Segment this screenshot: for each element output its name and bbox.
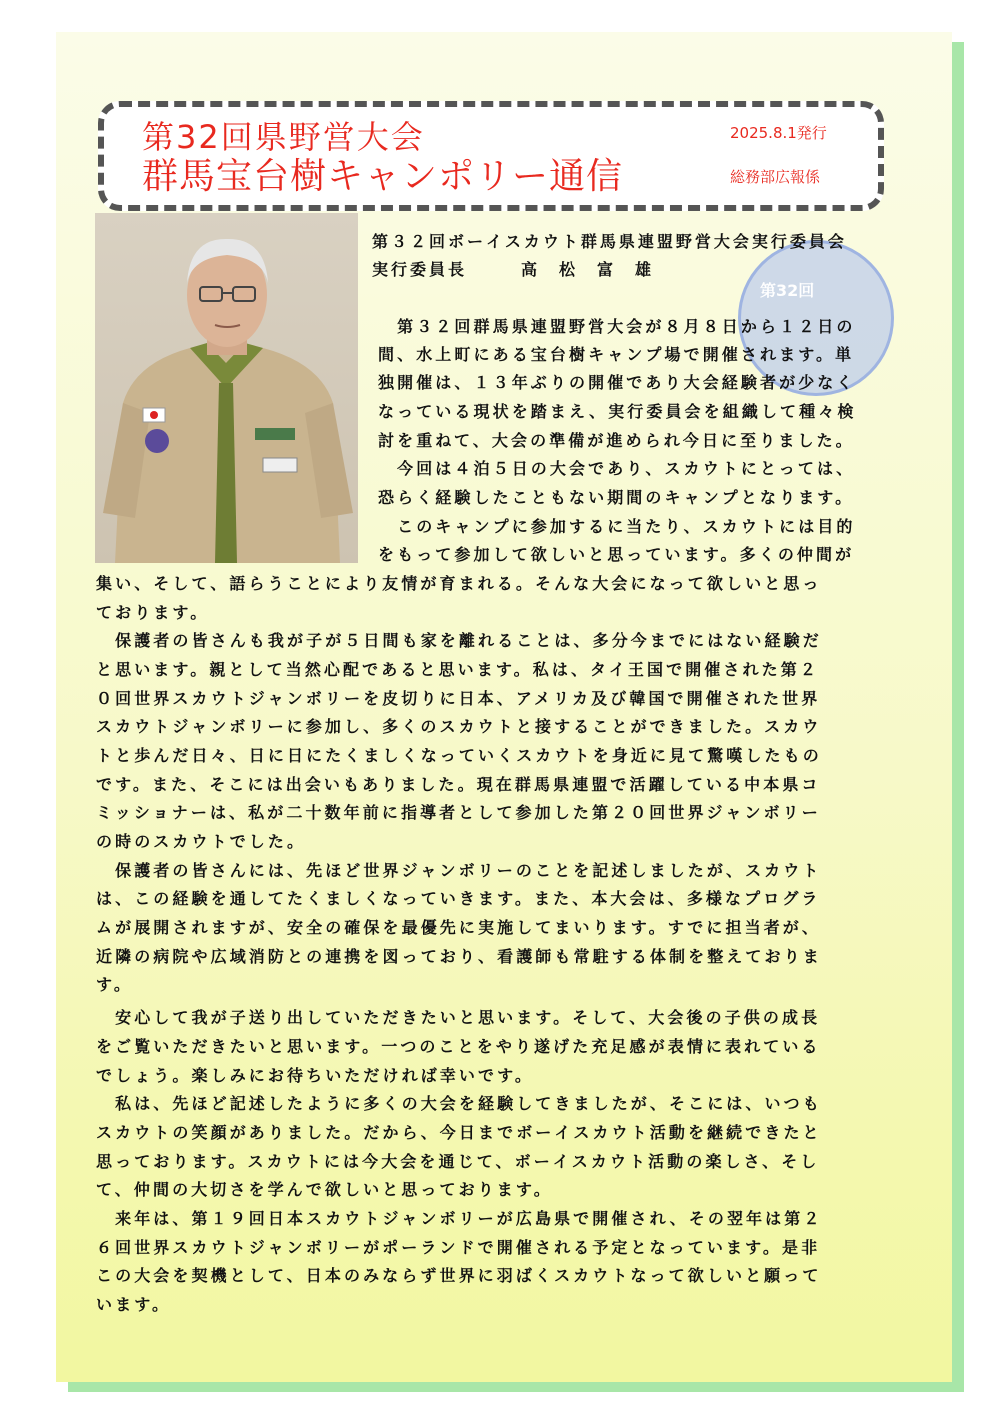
body-line: す。 [96, 975, 133, 994]
body-line: 集い、そして、語らうことにより友情が育まれる。そんな大会になって欲しいと思っ [96, 574, 822, 593]
logo-text: 第32回 [760, 281, 815, 300]
body-line: です。また、そこには出会いもありました。現在群馬県連盟で活躍している中本県コ [96, 775, 821, 794]
body-line: 討を重ねて、大会の準備が進められ今日に至りました。 [378, 431, 855, 450]
body-line: の時のスカウトでした。 [96, 832, 307, 851]
portrait-illustration [95, 213, 358, 563]
body-line: 保護者の皆さんには、先ほど世界ジャンボリーのことを記述しましたが、スカウト [96, 861, 822, 880]
body-line: ０回世界スカウトジャンボリーを皮切りに日本、アメリカ及び韓国で開催された世界 [96, 689, 821, 708]
body-line: 私は、先ほど記述したように多くの大会を経験してきましたが、そこには、いつも [96, 1094, 822, 1113]
portrait-photo [95, 213, 358, 563]
body-line: でしょう。楽しみにお待ちいただければ幸いです。 [96, 1066, 535, 1085]
body-line: は、この経験を通してたくましくなっていきます。また、本大会は、多様なプログラ [96, 889, 821, 908]
body-line: スカウトの笑顔がありました。だから、今日までボーイスカウト活動を継続できたと [96, 1123, 822, 1142]
body-line: なっている現状を踏まえ、実行委員会を組織して種々検 [378, 402, 857, 421]
author-role: 実行委員長 [372, 260, 468, 279]
body-line: 今回は４泊５日の大会であり、スカウトにとっては、 [378, 459, 856, 478]
body-line: と思います。親として当然心配であると思います。私は、タイ王国で開催された第２ [96, 660, 819, 679]
body-line: 来年は、第１９回日本スカウトジャンボリーが広島県で開催され、その翌年は第２ [96, 1209, 823, 1228]
body-line: ミッショナーは、私が二十数年前に指導者として参加した第２０回世界ジャンボリー [96, 803, 821, 822]
body-line: 思っております。スカウトには今大会を通じて、ボーイスカウト活動の楽しさ、そし [96, 1152, 820, 1171]
body-line: 独開催は、１３年ぶりの開催であり大会経験者が少なく [378, 373, 856, 392]
body-line: トと歩んだ日々、日に日にたくましくなっていくスカウトを身近に見て驚嘆したもの [96, 746, 822, 765]
header-title-line2: 群馬宝台樹キャンポリー通信 [142, 156, 624, 197]
body-line: をもって参加して欲しいと思っています。多くの仲間が [378, 545, 855, 564]
issue-date: 2025.8.1発行 [730, 124, 827, 142]
body-line: います。 [96, 1295, 172, 1314]
author-organization: 第３２回ボーイスカウト群馬県連盟野営大会実行委員会 [372, 232, 847, 251]
header-title-line1: 第32回県野営大会 [142, 118, 425, 156]
body-line: この大会を契機として、日本のみならず世界に羽ばくスカウトなって欲しいと願って [96, 1266, 822, 1285]
issuing-department: 総務部広報係 [730, 168, 821, 186]
body-line: 近隣の病院や広域消防との連携を図っており、看護師も常駐する体制を整えておりま [96, 947, 822, 966]
body-line: 恐らく経験したこともない期間のキャンプとなります。 [378, 488, 855, 507]
body-line: ております。 [96, 603, 210, 622]
body-line: ６回世界スカウトジャンボリーがポーランドで開催される予定となっています。是非 [96, 1238, 821, 1257]
author-line [372, 257, 654, 280]
body-line: 保護者の皆さんも我が子が５日間も家を離れることは、多分今までにはない経験だ [96, 631, 822, 650]
author-name: 高 松 富 雄 [521, 260, 655, 279]
body-line: 間、水上町にある宝台樹キャンプ場で開催されます。単 [378, 345, 855, 364]
body-line: て、仲間の大切さを学んで欲しいと思っております。 [96, 1180, 553, 1199]
body-line: 第３２回群馬県連盟野営大会が８月８日から１２日の [378, 317, 856, 336]
body-line: スカウトジャンボリーに参加し、多くのスカウトと接することができました。スカウ [96, 717, 822, 736]
body-line: このキャンプに参加するに当たり、スカウトには目的 [378, 517, 856, 536]
body-line: をご覧いただきたいと思います。一つのことをやり遂げた充足感が表情に表れている [96, 1037, 821, 1056]
body-line: ムが展開されますが、安全の確保を最優先に実施してまいります。すでに担当者が、 [96, 918, 822, 937]
body-line: 安心して我が子送り出していただきたいと思います。そして、大会後の子供の成長 [96, 1008, 821, 1027]
